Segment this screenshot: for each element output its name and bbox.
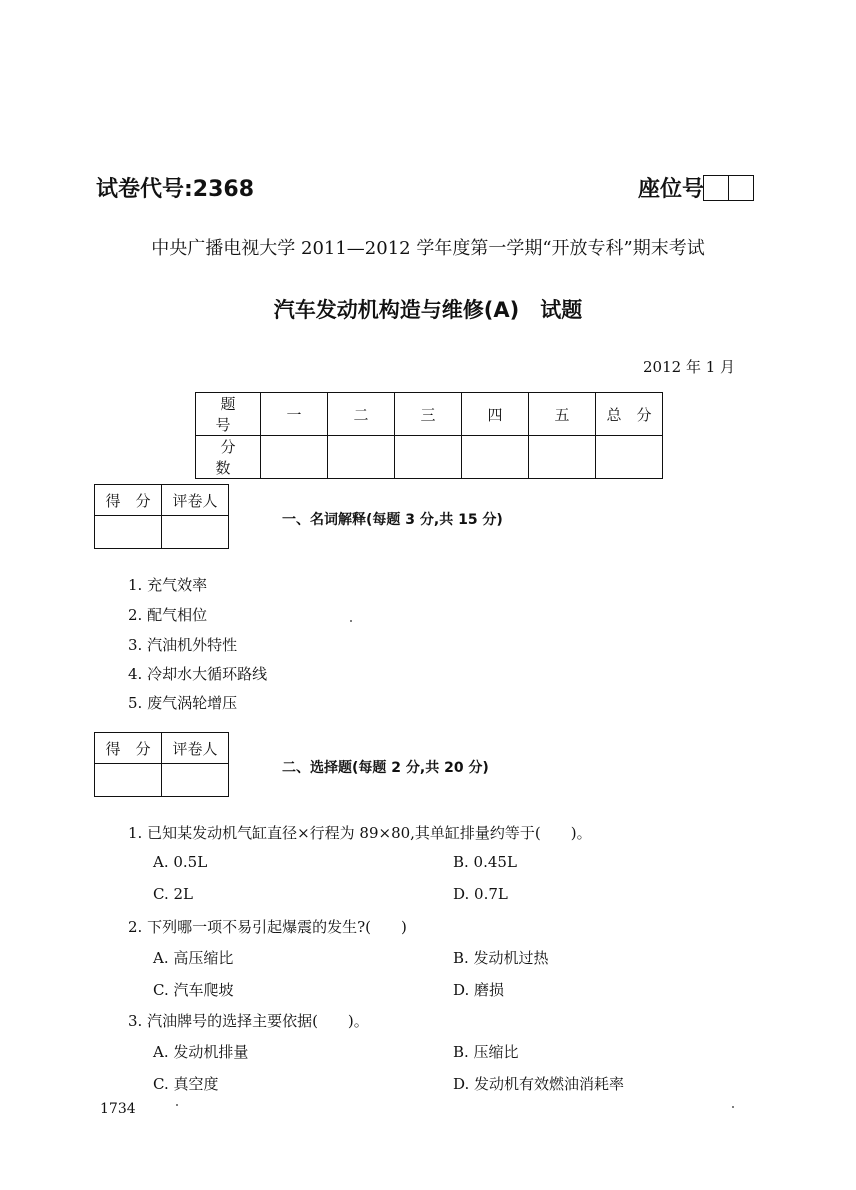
list-item: 5. 废气涡轮增压 [128, 694, 238, 712]
exam-code: 试卷代号:2368 [96, 177, 255, 202]
question-text: 1. 已知某发动机气缸直径×行程为 89×80,其单缸排量约等于( )。 [128, 824, 592, 842]
grader-box-2 [94, 732, 229, 797]
option: D. 0.7L [453, 885, 508, 903]
col-header: 三 [395, 393, 462, 436]
col-header: 四 [462, 393, 529, 436]
seat-box-2 [728, 175, 754, 201]
col-header: 一 [261, 393, 328, 436]
grader-box-1 [94, 484, 229, 549]
option: B. 0.45L [453, 853, 517, 871]
row-label: 题 号 [196, 393, 261, 436]
question-text: 3. 汽油牌号的选择主要依据( )。 [128, 1012, 369, 1030]
list-item: 1. 充气效率 [128, 576, 208, 594]
list-item: 4. 冷却水大循环路线 [128, 665, 268, 683]
section-2-title: 二、选择题(每题 2 分,共 20 分) [282, 760, 489, 776]
score-table [195, 392, 663, 479]
row-label: 分 数 [196, 436, 261, 479]
scan-speck [176, 1104, 178, 1106]
grader-label: 评卷人 [162, 733, 229, 764]
score-label: 得 分 [95, 733, 162, 764]
grader-label: 评卷人 [162, 485, 229, 516]
score-cell[interactable] [462, 436, 529, 479]
score-input-cell[interactable] [95, 764, 162, 797]
score-table-header-row [196, 393, 663, 436]
score-cell[interactable] [395, 436, 462, 479]
option: C. 汽车爬坡 [153, 981, 234, 999]
grader-input-cell[interactable] [162, 516, 229, 549]
scan-speck [732, 1106, 734, 1108]
seat-label: 座位号 [638, 177, 705, 202]
list-item: 2. 配气相位 [128, 606, 208, 624]
score-cell[interactable] [261, 436, 328, 479]
list-item: 3. 汽油机外特性 [128, 636, 238, 654]
col-header: 二 [328, 393, 395, 436]
scan-speck [350, 620, 352, 622]
option: C. 2L [153, 885, 193, 903]
option: A. 高压缩比 [153, 949, 234, 967]
grader-input-cell[interactable] [162, 764, 229, 797]
option: D. 发动机有效燃油消耗率 [453, 1075, 625, 1093]
option: D. 磨损 [453, 981, 505, 999]
option: A. 发动机排量 [153, 1043, 249, 1061]
option: A. 0.5L [153, 853, 208, 871]
section-1-title: 一、名词解释(每题 3 分,共 15 分) [282, 512, 503, 528]
score-cell[interactable] [328, 436, 395, 479]
exam-header: 中央广播电视大学 2011—2012 学年度第一学期“开放专科”期末考试 [151, 238, 705, 259]
option: C. 真空度 [153, 1075, 219, 1093]
col-header: 总 分 [596, 393, 663, 436]
question-text: 2. 下列哪一项不易引起爆震的发生?( ) [128, 918, 407, 936]
score-label: 得 分 [95, 485, 162, 516]
score-table-score-row [196, 436, 663, 479]
exam-date: 2012 年 1 月 [643, 358, 736, 376]
score-cell[interactable] [596, 436, 663, 479]
exam-title: 汽车发动机构造与维修(A) 试题 [273, 298, 583, 322]
seat-box-1 [703, 175, 729, 201]
score-input-cell[interactable] [95, 516, 162, 549]
score-cell[interactable] [529, 436, 596, 479]
option: B. 发动机过热 [453, 949, 549, 967]
page-number: 1734 [100, 1101, 136, 1117]
seat-number [638, 172, 754, 203]
col-header: 五 [529, 393, 596, 436]
option: B. 压缩比 [453, 1043, 519, 1061]
